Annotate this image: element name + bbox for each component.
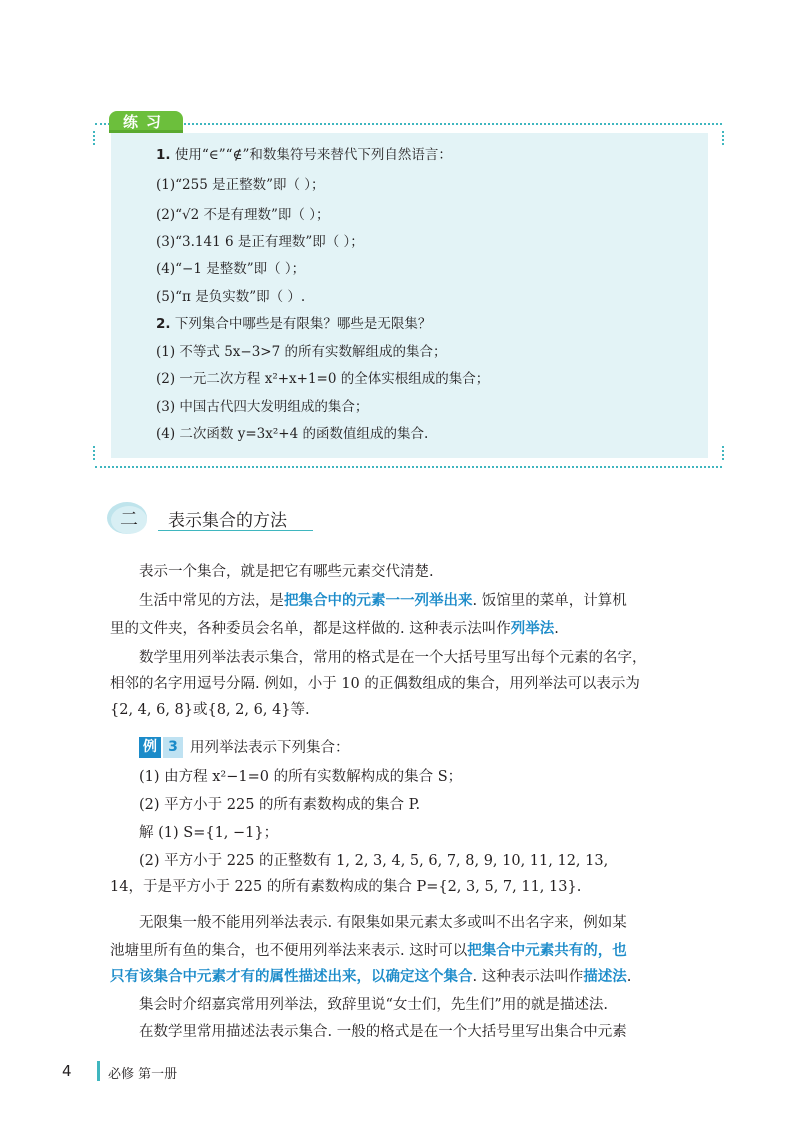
paragraph-6: {2, 4, 6, 8}或{8, 2, 6, 4}等. [110,702,310,718]
book-title: 必修 第一册 [108,1067,178,1082]
solution-1: 解 (1) S={1, −1}； [139,825,279,841]
highlight-describe-2: 只有该集合中元素才有的属性描述出来，以确定这个集合 [110,969,473,985]
exercise-q1-4: (4)“−1 是整数”即（ ）； [156,261,306,277]
paragraph-5: 相邻的名字用逗号分隔. 例如，小于 10 的正偶数组成的集合，用列举法可以表示为 [110,676,640,692]
paragraph-4: 数学里用列举法表示集合，常用的格式是在一个大括号里写出每个元素的名字， [139,650,647,666]
section-underline [158,530,313,531]
exercise-q2-2: (2) 一元二次方程 x²+x+1=0 的全体实根组成的集合； [156,371,490,387]
section-title: 表示集合的方法 [168,511,287,531]
paragraph-7: 无限集一般不能用列举法表示. 有限集如果元素太多或叫不出名字来，例如某 [139,915,627,931]
term-describe-method: 描述法 [583,969,627,985]
paragraph-8: 池塘里所有鱼的集合，也不便用列举法来表示. 这时可以把集合中元素共有的，也 [110,943,627,959]
exercise-q2-4: (4) 二次函数 y=3x²+4 的函数值组成的集合. [156,426,429,442]
example-badge: 例 3 [139,737,183,758]
exercise-q1-2: (2)“√2 不是有理数”即（ ）； [156,207,330,223]
exercise-q1: 1. 使用“∈”“∉”和数集符号来替代下列自然语言： [156,147,452,163]
exercise-q2: 2. 下列集合中哪些是有限集？哪些是无限集？ [156,316,432,332]
exercise-q1-5: (5)“π 是负实数”即（ ）. [156,289,306,305]
highlight-enumerate: 把集合中的元素一一列举出来 [284,593,473,609]
paragraph-11: 在数学里常用描述法表示集合. 一般的格式是在一个大括号里写出集合中元素 [139,1024,627,1040]
paragraph-2: 生活中常见的方法，是把集合中的元素一一列举出来. 饭馆里的菜单，计算机 [139,593,627,609]
exercise-q2-3: (3) 中国古代四大发明组成的集合； [156,399,369,415]
footer-bar [97,1061,100,1081]
example-item-1: (1) 由方程 x²−1=0 的所有实数解构成的集合 S； [139,769,463,785]
paragraph-9: 只有该集合中元素才有的属性描述出来，以确定这个集合. 这种表示法叫作描述法. [110,969,632,985]
exercise-q2-1: (1) 不等式 5x−3>7 的所有实数解组成的集合； [156,344,447,360]
example-item-2: (2) 平方小于 225 的所有素数构成的集合 P. [139,797,421,813]
section-number: 二 [120,509,138,530]
example-title: 用列举法表示下列集合： [190,740,350,756]
term-list-method: 列举法 [510,621,555,637]
paragraph-1: 表示一个集合，就是把它有哪些元素交代清楚. [139,564,434,580]
page-number: 4 [62,1062,72,1080]
exercise-q1-1: (1)“255 是正整数”即（ ）； [156,177,325,193]
paragraph-3: 里的文件夹，各种委员会名单，都是这样做的. 这种表示法叫作列举法. [110,621,559,637]
solution-2: (2) 平方小于 225 的正整数有 1, 2, 3, 4, 5, 6, 7, 8, 9, 10, 11, 12, 13, [139,853,609,869]
exercise-tab: 练习 [109,111,183,133]
solution-3: 14，于是平方小于 225 的所有素数构成的集合 P={2, 3, 5, 7, 11, 13}. [110,879,582,895]
exercise-q1-3: (3)“3.141 6 是正有理数”即（ ）； [156,234,364,250]
highlight-describe-1: 把集合中元素共有的，也 [467,943,627,959]
paragraph-10: 集会时介绍嘉宾常用列举法，致辞里说“女士们，先生们”用的就是描述法. [139,997,608,1013]
